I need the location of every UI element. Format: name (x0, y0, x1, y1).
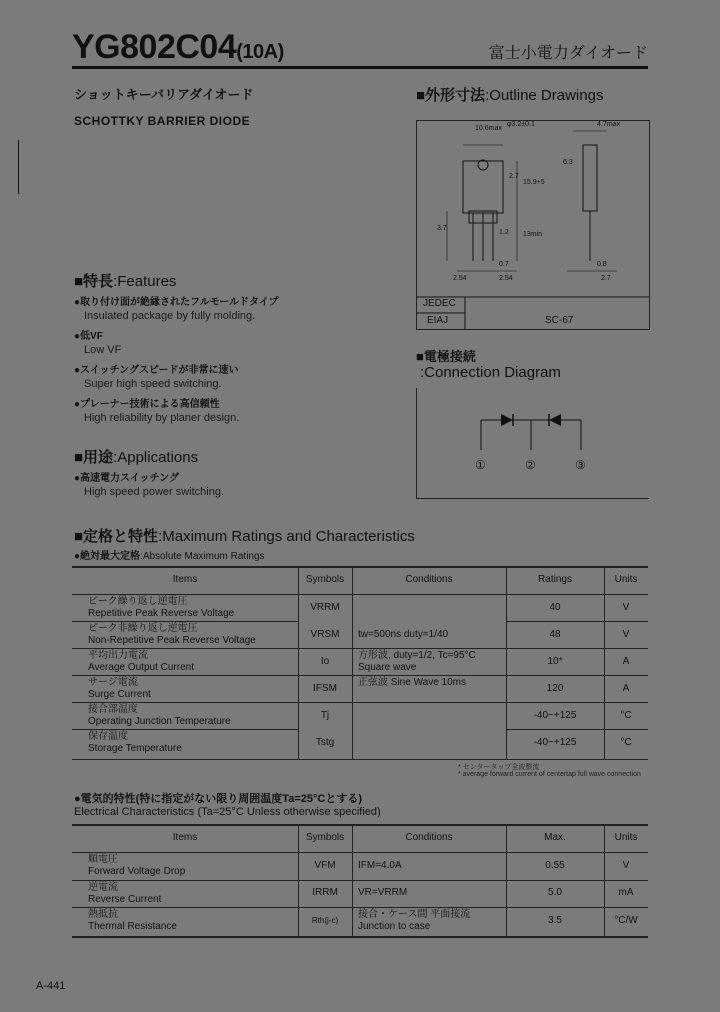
ratings-row-rule (506, 729, 648, 730)
table-row-conditions: 接合・ケース間 平面接流 Junction to case (358, 909, 471, 932)
table-row-conditions: 方形波, duty=1/2, Tc=95°C Square wave (358, 650, 476, 673)
package-side (583, 145, 597, 211)
electrical-heading-en: Electrical Characteristics (Ta=25°C Unless otherwise specified) (74, 806, 381, 818)
page-number: A-441 (36, 980, 66, 992)
dim-label-body-1: 2.7 (509, 173, 519, 180)
table-row-unit: V (622, 602, 630, 613)
dim-label-side-bottom: 2.7 (601, 275, 611, 282)
outline-heading-en: :Outline Drawings (485, 87, 604, 104)
header-rule (72, 66, 648, 69)
ratings-row-rule (72, 621, 298, 622)
table-row-unit: mA (618, 887, 634, 898)
table-row-unit: V (622, 860, 630, 871)
electrical-header-max: Max. (544, 832, 566, 843)
table-row-jp: ピーク繰り返し逆電圧 (88, 596, 188, 607)
ratings-row-rule (72, 702, 648, 703)
table-row-rating: 40 (549, 602, 561, 613)
table-row-symbol: VFM (314, 860, 336, 871)
table-row-jp: 熱抵抗 (88, 909, 118, 920)
table-row-en: Non-Repetitive Peak Reverse Voltage (88, 635, 256, 646)
applications-heading-en: :Applications (113, 449, 199, 466)
ratings-header-rule (72, 594, 648, 595)
ratings-subheading-jp: ●絶対最大定格 (74, 551, 141, 562)
table-row-rating: 10* (547, 656, 563, 667)
table-row-jp: 平均出力電流 (88, 650, 148, 661)
table-row-conditions: IFM=4.0A (358, 860, 402, 871)
ratings-header-ratings: Ratings (538, 574, 572, 585)
margin-mark (18, 140, 19, 194)
table-row-symbol: VRRM (310, 602, 340, 613)
outline-drawing-box (416, 120, 650, 330)
ratings-row-rule (506, 621, 648, 622)
table-row-unit: °C (620, 737, 632, 748)
applications-heading-jp: ■用途 (74, 449, 114, 466)
dim-label-body-2: 15.9+5 (523, 179, 545, 186)
ratings-footnote-jp: * センタータップ全波整流 (458, 764, 540, 771)
feature-2-en: Low VF (84, 344, 122, 356)
dim-label-lead-1: 3.7 (437, 225, 447, 232)
table-row-en: Storage Temperature (88, 743, 182, 754)
table-row-symbol: Tj (320, 710, 330, 721)
feature-3-jp: ●スイッチングスピードが非常に速い (74, 365, 239, 376)
diode-2-icon (549, 414, 561, 426)
table-row-unit: A (622, 656, 630, 667)
ratings-heading (74, 525, 415, 546)
dim-label-pitch-left: 2.54 (453, 275, 467, 282)
ratings-col-2 (352, 566, 353, 760)
ratings-header-symbols: Symbols (305, 574, 345, 585)
table-row-en: Reverse Current (88, 894, 162, 905)
part-number-title (72, 28, 284, 67)
ratings-row-rule (72, 729, 298, 730)
eiaj-value: SC-67 (545, 315, 574, 326)
table-row-symbol: IRRM (312, 887, 338, 898)
table-row-rating: -40~+125 (533, 710, 577, 721)
features-heading-jp: ■特長 (74, 273, 114, 290)
dim-label-lead-length: 13min (523, 231, 543, 238)
pin-label-1: ① (475, 458, 486, 472)
diode-1-icon (501, 414, 513, 426)
table-row-conditions: tw=500ns duty=1/40 (358, 629, 449, 640)
dim-label-pitch-right: 2.54 (499, 275, 513, 282)
electrical-table (72, 824, 648, 938)
dim-label-side-height: 6.3 (563, 159, 573, 166)
table-row-max: 3.5 (548, 915, 562, 926)
table-row-symbol: VRSM (310, 629, 340, 640)
eiaj-label: EIAJ (427, 315, 449, 326)
feature-1-jp: ●取り付け面が絶縁されたフルモールドタイプ (74, 297, 279, 308)
connection-heading-jp: ■電極接続 (416, 349, 476, 364)
table-row-unit: V (622, 629, 630, 640)
ratings-subheading (74, 547, 265, 562)
feature-1-en: Insulated package by fully molding. (84, 310, 256, 322)
dim-label-side-width: 4.7max (597, 121, 620, 128)
table-row-en: Average Output Current (88, 662, 194, 673)
electrical-header-units: Units (614, 832, 638, 843)
feature-3-en: Super high speed switching. (84, 378, 222, 390)
applications-heading (74, 446, 198, 467)
table-row-unit: A (622, 683, 630, 694)
table-row-conditions: 正弦波 Sine Wave 10ms (358, 677, 466, 688)
part-number: YG802C04 (72, 28, 237, 66)
electrical-row-rule (72, 907, 648, 908)
package-body (463, 161, 503, 213)
table-row-symbol: Rth(j-c) (311, 916, 339, 925)
electrical-header-conditions: Conditions (405, 832, 453, 843)
electrical-row-rule (72, 880, 648, 881)
table-row-symbol: Tstg (315, 737, 335, 748)
table-row-conditions: VR=VRRM (358, 887, 408, 898)
table-row-jp: ピーク非繰り返し逆電圧 (88, 623, 198, 634)
dim-label-lead-2: 1.2 (499, 229, 509, 236)
ratings-subheading-en: :Absolute Maximum Ratings (140, 551, 265, 562)
table-row-rating: 48 (549, 629, 561, 640)
table-row-max: 0.55 (545, 860, 565, 871)
dim-label-side-lead: 0.8 (597, 261, 607, 268)
japanese-title: 富士小電力ダイオード (488, 45, 648, 62)
ratings-bottom-rule (72, 759, 648, 760)
product-name-jp: ショットキーバリアダイオード (74, 87, 254, 102)
dim-label-top: 10.6max (475, 125, 502, 132)
electrical-header-rule (72, 852, 648, 853)
electrical-heading-jp: ●電気的特性(特に指定がない限り周囲温度Ta=25°Cとする) (74, 793, 362, 805)
outline-heading-jp: ■外形寸法 (416, 87, 486, 104)
electrical-bottom-rule (72, 936, 648, 938)
table-row-rating: 120 (546, 683, 564, 694)
dim-label-pitch: 0.7 (499, 261, 509, 268)
table-row-symbol: Io (320, 656, 330, 667)
outline-heading (416, 84, 603, 105)
electrical-header-items: Items (172, 832, 198, 843)
product-name-en: SCHOTTKY BARRIER DIODE (74, 114, 251, 128)
table-row-unit: °C/W (614, 915, 638, 926)
ratings-top-rule (72, 566, 648, 568)
features-heading-en: :Features (113, 273, 177, 290)
features-heading (74, 270, 176, 291)
ratings-header-units: Units (614, 574, 638, 585)
current-rating: (10A) (236, 41, 284, 63)
application-1-en: High speed power switching. (84, 486, 225, 498)
feature-2-jp: ●低VF (74, 331, 103, 342)
ratings-row-rule (72, 648, 648, 649)
feature-4-en: High reliability by planer design. (84, 412, 240, 424)
pin-label-3: ③ (575, 458, 586, 472)
ratings-header-items: Items (172, 574, 198, 585)
electrical-top-rule (72, 824, 648, 826)
pin-label-2: ② (525, 458, 536, 472)
jedec-label: JEDEC (423, 298, 456, 309)
table-row-jp: 順電圧 (88, 854, 118, 865)
table-row-jp: 保存温度 (88, 731, 128, 742)
table-row-en: Thermal Resistance (88, 921, 177, 932)
connection-diagram-box (416, 388, 649, 499)
ratings-table (72, 566, 648, 760)
table-row-en: Operating Junction Temperature (88, 716, 231, 727)
table-row-en: Surge Current (88, 689, 151, 700)
ratings-row-rule (72, 675, 648, 676)
table-row-en: Forward Voltage Drop (88, 866, 186, 877)
ratings-footnote-en: * average forward current of centertap full wave connection (458, 771, 641, 778)
ratings-heading-en: :Maximum Ratings and Characteristics (158, 528, 415, 545)
table-row-unit: °C (620, 710, 632, 721)
application-1-jp: ●高速電力スイッチング (74, 473, 179, 484)
table-row-symbol: IFSM (313, 683, 337, 694)
table-row-en: Repetitive Peak Reverse Voltage (88, 608, 235, 619)
connection-heading-en: :Connection Diagram (420, 364, 561, 381)
ratings-header-conditions: Conditions (405, 574, 453, 585)
table-row-rating: -40~+125 (533, 737, 577, 748)
table-row-jp: 接合部温度 (88, 704, 138, 715)
ratings-heading-jp: ■定格と特性 (74, 528, 159, 545)
dim-label-hole: φ3.2±0.1 (507, 121, 535, 128)
table-row-jp: 逆電流 (88, 882, 118, 893)
feature-4-jp: ●プレーナー技術による高信頼性 (74, 399, 220, 410)
table-row-max: 5.0 (548, 887, 562, 898)
electrical-header-symbols: Symbols (305, 832, 345, 843)
connection-diagram (417, 388, 649, 498)
table-row-jp: サージ電流 (88, 677, 138, 688)
